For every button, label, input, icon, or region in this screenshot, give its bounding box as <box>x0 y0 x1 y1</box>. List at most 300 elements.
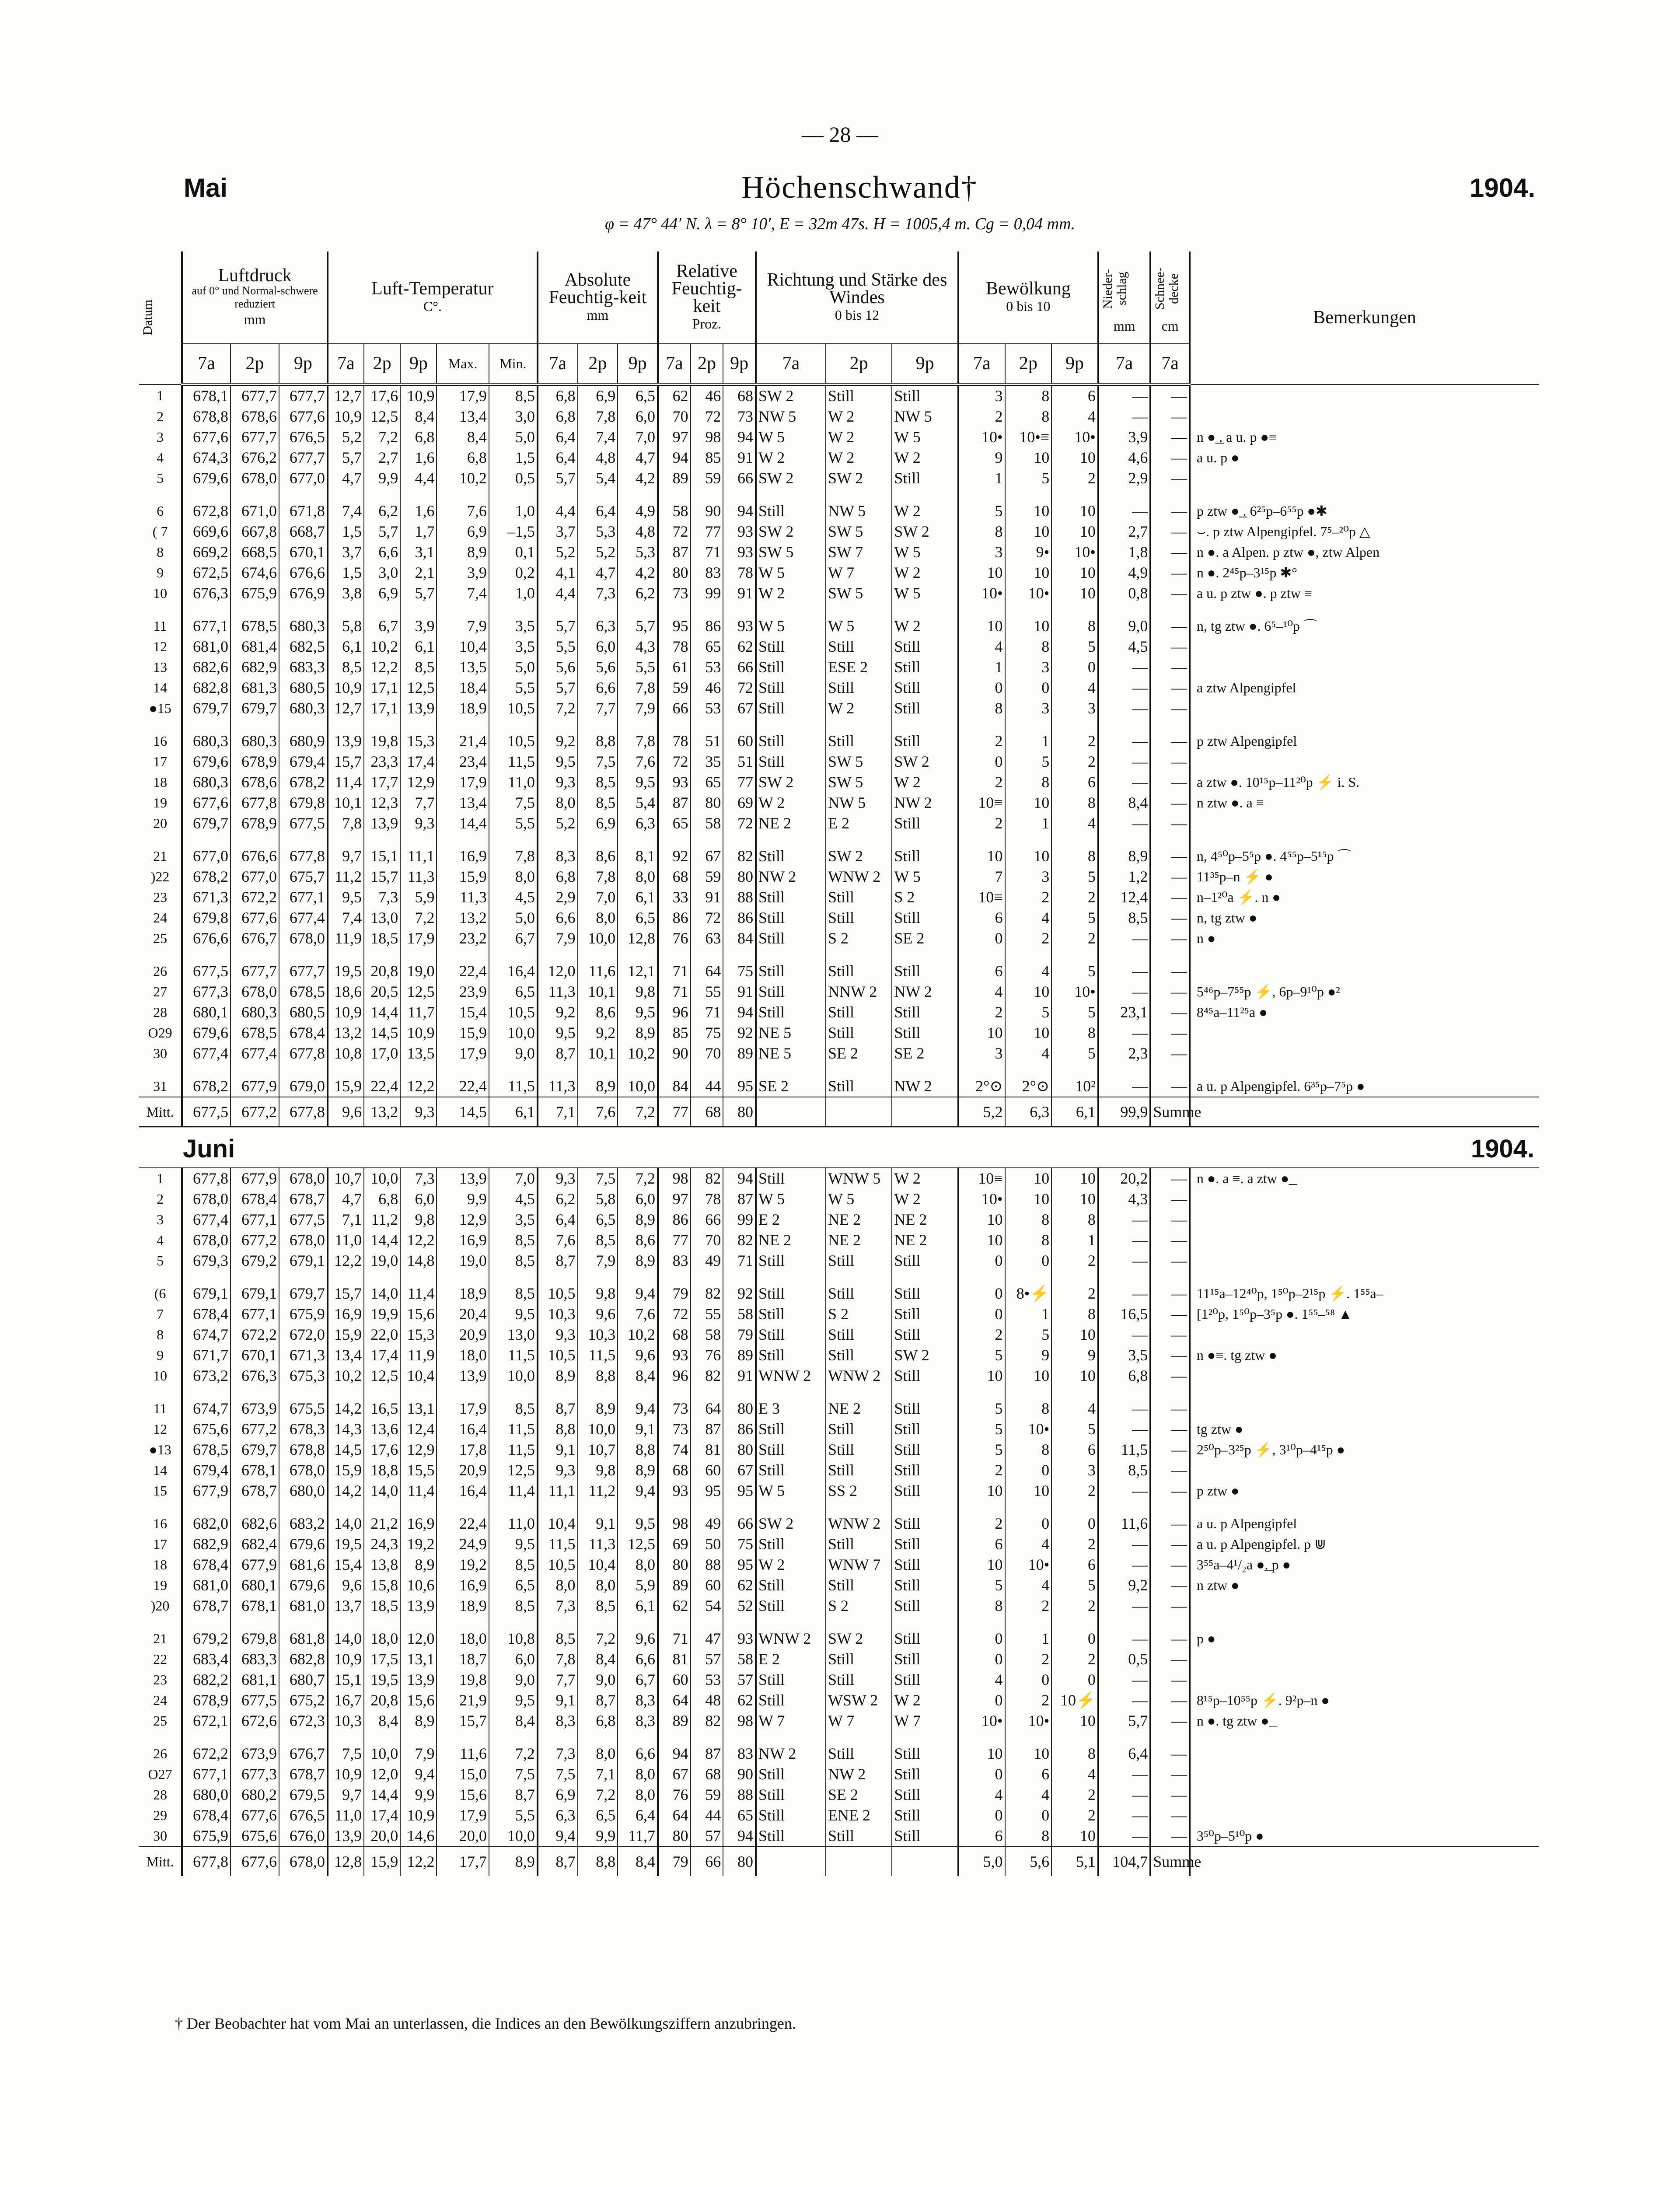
value-cell: — <box>1150 1690 1190 1711</box>
sub-7a: 7a <box>538 344 578 384</box>
value-cell: 681,3 <box>231 678 279 698</box>
value-cell: — <box>1150 1366 1190 1386</box>
value-cell: 12,0 <box>400 1628 437 1649</box>
value-cell: 0 <box>1005 1460 1052 1481</box>
value-cell: Still <box>892 908 958 928</box>
value-cell: 1,0 <box>489 583 538 604</box>
value-cell: 13,9 <box>328 1826 364 1847</box>
value-cell: 87 <box>658 542 691 562</box>
value-cell: 58 <box>723 1304 756 1324</box>
day-cell: 22 <box>153 1651 168 1667</box>
value-cell: SW 5 <box>756 542 826 562</box>
value-cell: Still <box>826 1826 892 1847</box>
value-cell: 9,5 <box>618 772 658 793</box>
value-cell: — <box>1150 1002 1190 1023</box>
value-cell: 2°⊙ <box>958 1076 1005 1097</box>
day-cell: 12 <box>153 1421 168 1437</box>
value-cell: 0 <box>958 678 1005 698</box>
value-cell: 93 <box>658 1481 691 1501</box>
value-cell: W 2 <box>756 583 826 604</box>
value-cell: 77 <box>691 521 723 542</box>
value-cell: — <box>1150 427 1190 447</box>
value-cell: — <box>1098 1785 1150 1805</box>
value-cell: 8,5 <box>578 1596 618 1616</box>
remark-cell: 8¹⁵p–10⁵⁵p ⚡. 9²p–n ● <box>1190 1690 1539 1711</box>
value-cell: 5 <box>958 1419 1005 1439</box>
value-cell: — <box>1150 501 1190 521</box>
value-cell: SW 5 <box>826 772 892 793</box>
value-cell: 678,8 <box>182 406 231 427</box>
value-cell: W 2 <box>756 447 826 468</box>
value-cell: 677,4 <box>231 1043 279 1064</box>
mean-cell: 677,6 <box>231 1847 279 1876</box>
value-cell: SW 5 <box>826 751 892 772</box>
value-cell: Still <box>756 1439 826 1460</box>
value-cell: 678,4 <box>182 1304 231 1324</box>
value-cell: 73 <box>658 1398 691 1419</box>
value-cell: 71 <box>658 982 691 1002</box>
remark-cell: a u. p Alpengipfel <box>1190 1513 1539 1534</box>
value-cell: 8,3 <box>538 846 578 866</box>
day-cell: ( 7 <box>152 524 168 539</box>
value-cell: WNW 2 <box>826 1513 892 1534</box>
station-coordinates: φ = 47° 44′ N. λ = 8° 10′, E = 32m 47s. H = 1005,4 m. Cg = 0,04 mm. <box>604 215 1076 233</box>
value-cell: — <box>1150 1575 1190 1596</box>
day-cell: 31 <box>153 1078 168 1094</box>
value-cell: 3 <box>1051 1460 1098 1481</box>
value-cell: 3 <box>958 1043 1005 1064</box>
day-cell: 10 <box>153 585 168 601</box>
value-cell: 14,2 <box>328 1481 364 1501</box>
value-cell: — <box>1150 1345 1190 1366</box>
value-cell: 89 <box>658 468 691 489</box>
value-cell: 7,5 <box>538 1764 578 1785</box>
value-cell: 680,3 <box>231 1002 279 1023</box>
value-cell: 5 <box>1051 1002 1098 1023</box>
value-cell: 35 <box>691 751 723 772</box>
value-cell: 87 <box>691 1419 723 1439</box>
value-cell: 4,4 <box>538 583 578 604</box>
value-cell: 678,0 <box>182 1189 231 1209</box>
value-cell: — <box>1098 1419 1150 1439</box>
month-label: Juni <box>183 1135 235 1163</box>
value-cell: WNW 2 <box>826 866 892 887</box>
value-cell: 84 <box>723 928 756 949</box>
value-cell: 10• <box>1005 583 1052 604</box>
value-cell: Still <box>892 1366 958 1386</box>
value-cell: 18,9 <box>437 1596 489 1616</box>
value-cell: 3 <box>958 542 1005 562</box>
value-cell: Still <box>826 1076 892 1097</box>
value-cell: 671,7 <box>182 1345 231 1366</box>
value-cell: 69 <box>723 793 756 813</box>
value-cell: 10• <box>958 583 1005 604</box>
value-cell: 10• <box>1005 1555 1052 1575</box>
table-row <box>139 1439 1539 1460</box>
value-cell: — <box>1150 961 1190 982</box>
remark-cell <box>1190 636 1539 657</box>
value-cell: 7,2 <box>618 1168 658 1189</box>
value-cell: 10• <box>1051 982 1098 1002</box>
value-cell: 12,5 <box>400 678 437 698</box>
mean-cell: 678,0 <box>279 1847 328 1876</box>
value-cell: 9,4 <box>618 1481 658 1501</box>
value-cell: 94 <box>658 447 691 468</box>
value-cell: 9,2 <box>578 1023 618 1043</box>
value-cell: 671,8 <box>279 501 328 521</box>
mean-label: Mitt. <box>139 1847 182 1876</box>
mean-cell: 15,9 <box>364 1847 400 1876</box>
value-cell: 1,0 <box>489 501 538 521</box>
value-cell: — <box>1098 813 1150 834</box>
sub-min: Min. <box>489 344 538 384</box>
value-cell: Still <box>826 1649 892 1670</box>
table-row <box>139 1345 1539 1366</box>
value-cell: 93 <box>723 542 756 562</box>
value-cell: 675,6 <box>182 1419 231 1439</box>
value-cell: 17,9 <box>437 1805 489 1826</box>
value-cell: 677,6 <box>231 908 279 928</box>
value-cell: 10 <box>1005 982 1052 1002</box>
value-cell: 76 <box>691 1345 723 1366</box>
value-cell: 58 <box>691 1324 723 1345</box>
value-cell: 670,1 <box>279 542 328 562</box>
table-row <box>139 427 1539 447</box>
value-cell: Still <box>756 928 826 949</box>
value-cell: 9,4 <box>538 1826 578 1847</box>
value-cell: 4,5 <box>489 1189 538 1209</box>
value-cell: 2 <box>1051 1283 1098 1304</box>
value-cell: 678,5 <box>279 982 328 1002</box>
value-cell: 10 <box>958 1555 1005 1575</box>
value-cell: 1,2 <box>1098 866 1150 887</box>
mean-cell: 677,8 <box>182 1847 231 1876</box>
value-cell: W 2 <box>826 698 892 719</box>
value-cell: 9,7 <box>328 1785 364 1805</box>
value-cell: 10• <box>1005 1711 1052 1731</box>
value-cell: — <box>1098 751 1150 772</box>
value-cell: — <box>1150 887 1190 908</box>
value-cell: W 2 <box>892 616 958 636</box>
value-cell: 83 <box>723 1743 756 1764</box>
month-label: Mai <box>184 173 228 203</box>
mean-cell: 13,2 <box>364 1097 400 1126</box>
value-cell: 72 <box>658 751 691 772</box>
value-cell: 10,4 <box>437 636 489 657</box>
value-cell: 13,2 <box>437 908 489 928</box>
value-cell: Still <box>756 1575 826 1596</box>
value-cell: — <box>1098 1324 1150 1345</box>
value-cell: 676,5 <box>279 427 328 447</box>
value-cell: 62 <box>723 1690 756 1711</box>
value-cell: Still <box>826 908 892 928</box>
value-cell: 15,8 <box>364 1575 400 1596</box>
value-cell: 16,9 <box>437 1230 489 1251</box>
mean-cell: 6,1 <box>489 1097 538 1126</box>
col-niederschlag: Nieder-schlag mm <box>1098 252 1150 344</box>
value-cell: 670,1 <box>231 1345 279 1366</box>
value-cell: 677,4 <box>279 908 328 928</box>
value-cell: 70 <box>691 1043 723 1064</box>
value-cell: 678,2 <box>182 1076 231 1097</box>
value-cell: 3,1 <box>400 542 437 562</box>
value-cell: 9,6 <box>618 1628 658 1649</box>
value-cell: 8,0 <box>578 1575 618 1596</box>
value-cell: 682,2 <box>182 1670 231 1690</box>
value-cell: — <box>1150 1460 1190 1481</box>
remark-cell <box>1190 961 1539 982</box>
value-cell: 679,7 <box>231 698 279 719</box>
value-cell: 15,0 <box>437 1764 489 1785</box>
value-cell: 65 <box>691 636 723 657</box>
remark-cell <box>1190 468 1539 489</box>
value-cell: 9 <box>1005 1345 1052 1366</box>
mean-cell: 12,2 <box>400 1847 437 1876</box>
value-cell: 60 <box>691 1460 723 1481</box>
value-cell: Still <box>756 698 826 719</box>
day-cell: 3 <box>157 429 164 445</box>
value-cell: 5 <box>1051 636 1098 657</box>
value-cell: 11,6 <box>1098 1513 1150 1534</box>
value-cell: W 2 <box>892 1690 958 1711</box>
value-cell: 10,7 <box>328 1168 364 1189</box>
value-cell: 2 <box>1051 928 1098 949</box>
value-cell: 4 <box>958 636 1005 657</box>
value-cell: 2 <box>1051 887 1098 908</box>
table-row <box>139 698 1539 719</box>
value-cell: 16,5 <box>364 1398 400 1419</box>
value-cell: 678,7 <box>279 1764 328 1785</box>
value-cell: 10⚡ <box>1051 1690 1098 1711</box>
value-cell: 20,8 <box>364 961 400 982</box>
value-cell: Still <box>756 908 826 928</box>
value-cell: 6,5 <box>578 1209 618 1230</box>
day-cell: ●15 <box>149 700 171 716</box>
value-cell: 683,3 <box>231 1649 279 1670</box>
value-cell: 2,9 <box>538 887 578 908</box>
table-row <box>139 1076 1539 1097</box>
value-cell: 9,0 <box>578 1670 618 1690</box>
value-cell: 8,9 <box>618 1209 658 1230</box>
value-cell: 6,3 <box>538 1805 578 1826</box>
table-row <box>139 1481 1539 1501</box>
value-cell: Still <box>826 961 892 982</box>
value-cell: Still <box>892 1439 958 1460</box>
value-cell: 679,4 <box>279 751 328 772</box>
value-cell: 17,9 <box>437 384 489 407</box>
value-cell: 16,4 <box>437 1419 489 1439</box>
day-cell: ●13 <box>149 1442 171 1457</box>
value-cell: 10• <box>958 427 1005 447</box>
value-cell: NW 2 <box>892 982 958 1002</box>
value-cell: — <box>1150 521 1190 542</box>
table-row <box>139 1366 1539 1386</box>
value-cell: 67 <box>658 1764 691 1785</box>
value-cell: 680,2 <box>231 1785 279 1805</box>
value-cell: Still <box>892 1596 958 1616</box>
value-cell: 8,5 <box>578 1230 618 1251</box>
value-cell: 90 <box>723 1764 756 1785</box>
day-cell: 12 <box>153 639 168 654</box>
mean-cell: 79 <box>658 1847 691 1876</box>
value-cell: 10 <box>1051 521 1098 542</box>
value-cell: 9,6 <box>578 1304 618 1324</box>
value-cell: 2 <box>958 1513 1005 1534</box>
value-cell: 7,8 <box>578 866 618 887</box>
value-cell: 678,6 <box>231 406 279 427</box>
value-cell: W 5 <box>826 616 892 636</box>
value-cell: 678,0 <box>182 1230 231 1251</box>
table-row <box>139 846 1539 866</box>
value-cell: 9,2 <box>538 731 578 751</box>
table-row <box>139 1596 1539 1616</box>
value-cell: 5,5 <box>489 813 538 834</box>
value-cell: 679,4 <box>182 1460 231 1481</box>
value-cell: 10,9 <box>328 1649 364 1670</box>
value-cell: 681,0 <box>182 636 231 657</box>
value-cell: 20,9 <box>437 1460 489 1481</box>
value-cell: 672,2 <box>182 1743 231 1764</box>
value-cell: 8,5 <box>489 384 538 407</box>
value-cell: W 5 <box>756 427 826 447</box>
value-cell: 6,8 <box>538 866 578 887</box>
value-cell: — <box>1150 1251 1190 1271</box>
value-cell: 8 <box>1005 1826 1052 1847</box>
value-cell: 680,3 <box>182 772 231 793</box>
value-cell: 8 <box>1051 1304 1098 1324</box>
value-cell: 10,9 <box>400 1805 437 1826</box>
value-cell: 8,0 <box>489 866 538 887</box>
value-cell: 16,9 <box>437 1575 489 1596</box>
value-cell: 68 <box>658 1460 691 1481</box>
value-cell: 90 <box>658 1043 691 1064</box>
value-cell: S 2 <box>826 1304 892 1324</box>
value-cell: 8,5 <box>1098 1460 1150 1481</box>
value-cell: 11,9 <box>400 1345 437 1366</box>
value-cell: 19,0 <box>437 1251 489 1271</box>
value-cell: Still <box>892 468 958 489</box>
value-cell: 4,1 <box>538 562 578 583</box>
day-cell: 3 <box>157 1212 164 1227</box>
value-cell: 677,7 <box>231 384 279 407</box>
value-cell: 4,8 <box>578 447 618 468</box>
value-cell: 13,4 <box>437 406 489 427</box>
remark-cell: a u. p ztw ●. p ztw ≡ <box>1190 583 1539 604</box>
value-cell: 17,9 <box>400 928 437 949</box>
value-cell: NE 2 <box>826 1230 892 1251</box>
value-cell: SW 2 <box>756 384 826 407</box>
value-cell: 13,9 <box>364 813 400 834</box>
value-cell: E 2 <box>756 1209 826 1230</box>
value-cell: 3 <box>1005 866 1052 887</box>
value-cell: 8,5 <box>489 1251 538 1271</box>
sub-9p: 9p <box>1051 344 1098 384</box>
value-cell: 94 <box>723 1002 756 1023</box>
value-cell: 3,9 <box>400 616 437 636</box>
value-cell: — <box>1150 1711 1190 1731</box>
value-cell: 53 <box>691 698 723 719</box>
value-cell: 676,5 <box>279 1805 328 1826</box>
mean-cell: 8,4 <box>618 1847 658 1876</box>
mean-cell <box>892 1097 958 1126</box>
value-cell: 2 <box>958 1324 1005 1345</box>
value-cell: 677,0 <box>182 846 231 866</box>
value-cell: 10² <box>1051 1076 1098 1097</box>
value-cell: 17,0 <box>364 1043 400 1064</box>
value-cell: 10 <box>958 1481 1005 1501</box>
value-cell: 6,6 <box>578 678 618 698</box>
value-cell: 4,3 <box>1098 1189 1150 1209</box>
value-cell: — <box>1150 751 1190 772</box>
value-cell: NE 2 <box>826 1209 892 1230</box>
value-cell: 7,9 <box>437 616 489 636</box>
juni-rows <box>139 1168 1539 1876</box>
value-cell: 9,2 <box>1098 1575 1150 1596</box>
value-cell: 1 <box>1005 1628 1052 1649</box>
value-cell: 44 <box>691 1076 723 1097</box>
value-cell: 13,0 <box>489 1324 538 1345</box>
value-cell: 82 <box>691 1283 723 1304</box>
value-cell: 675,3 <box>279 1366 328 1386</box>
value-cell: 4,5 <box>1098 636 1150 657</box>
remark-cell <box>1190 813 1539 834</box>
value-cell: 0 <box>958 928 1005 949</box>
value-cell: 8,5 <box>400 657 437 678</box>
value-cell: 53 <box>691 1670 723 1690</box>
value-cell: 6 <box>1005 1764 1052 1785</box>
value-cell: — <box>1150 1670 1190 1690</box>
value-cell: 9,1 <box>538 1690 578 1711</box>
value-cell: 21,2 <box>364 1513 400 1534</box>
group-spacer <box>139 1271 1539 1283</box>
value-cell: 80 <box>723 1398 756 1419</box>
value-cell: 5 <box>958 1439 1005 1460</box>
value-cell: 10,4 <box>538 1513 578 1534</box>
value-cell: 675,5 <box>279 1398 328 1419</box>
value-cell: 19,8 <box>437 1670 489 1690</box>
remark-cell: 3⁵⁰p–5¹⁰p ● <box>1190 1826 1539 1847</box>
table-row <box>139 1764 1539 1785</box>
value-cell: 8,9 <box>618 1251 658 1271</box>
value-cell: 6,4 <box>618 1805 658 1826</box>
value-cell: 11,5 <box>489 751 538 772</box>
value-cell: 9,6 <box>328 1575 364 1596</box>
value-cell: W 5 <box>756 562 826 583</box>
value-cell: WNW 7 <box>826 1555 892 1575</box>
value-cell: 676,6 <box>231 846 279 866</box>
value-cell: Still <box>826 636 892 657</box>
value-cell: 94 <box>723 501 756 521</box>
col-temperatur: Luft-Temperatur C°. <box>328 252 538 344</box>
value-cell: 89 <box>723 1345 756 1366</box>
value-cell: 5,2 <box>538 542 578 562</box>
value-cell: 66 <box>723 657 756 678</box>
value-cell: 683,2 <box>279 1513 328 1534</box>
value-cell: 677,7 <box>231 961 279 982</box>
value-cell: 10,4 <box>400 1366 437 1386</box>
value-cell: 671,0 <box>231 501 279 521</box>
remark-cell: p ztw ● <box>1190 1481 1539 1501</box>
value-cell: 10 <box>1005 1743 1052 1764</box>
value-cell: 5 <box>1051 1419 1098 1439</box>
value-cell: 12,7 <box>328 698 364 719</box>
value-cell: 11,4 <box>328 772 364 793</box>
day-cell: 4 <box>157 1232 164 1248</box>
value-cell: 5 <box>958 1575 1005 1596</box>
value-cell: 9,5 <box>618 1513 658 1534</box>
value-cell: 60 <box>691 1575 723 1596</box>
value-cell: — <box>1150 1189 1190 1209</box>
